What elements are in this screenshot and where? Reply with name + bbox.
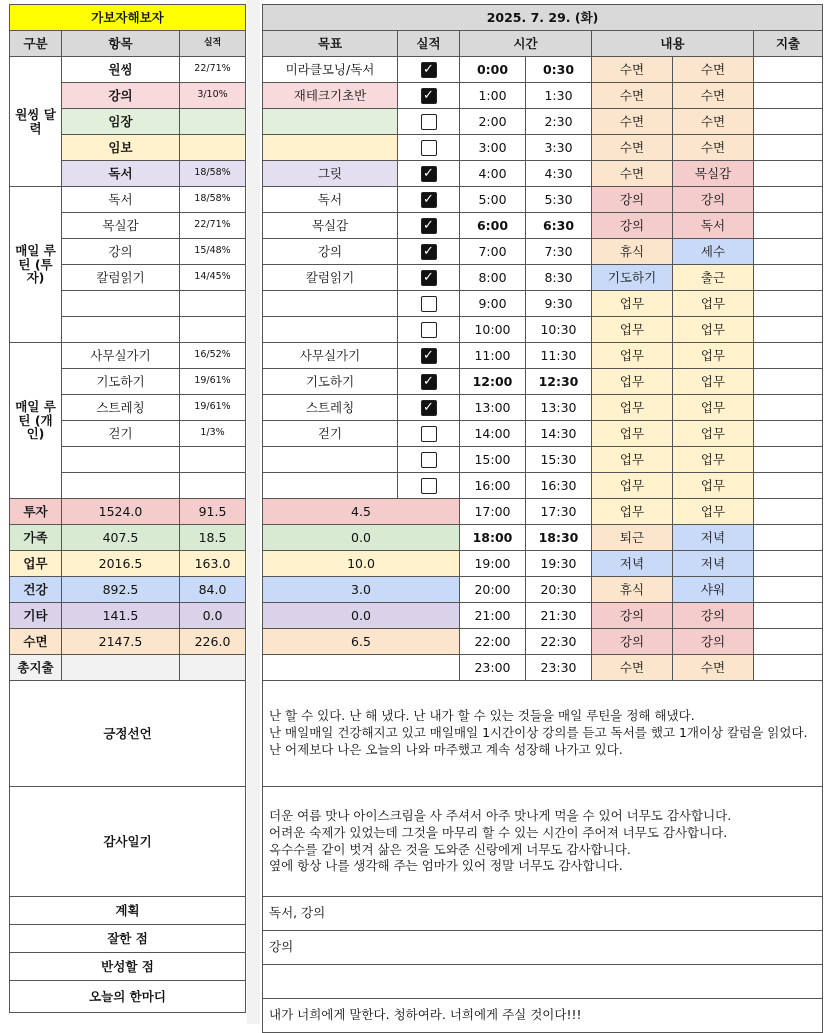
stat-cell[interactable]: 22/71%	[180, 57, 246, 83]
summary-total[interactable]: 892.5	[62, 577, 180, 603]
goal-cell[interactable]: 걷기	[263, 421, 398, 447]
activity-second-half[interactable]: 수면	[673, 135, 754, 161]
checkbox-unchecked[interactable]	[421, 140, 437, 156]
expense-cell[interactable]	[754, 551, 823, 577]
goal-cell[interactable]: 기도하기	[263, 369, 398, 395]
activity-first-half[interactable]: 기도하기	[592, 265, 673, 291]
time-start: 8:00	[460, 265, 526, 291]
activity-second-half[interactable]: 수면	[673, 109, 754, 135]
activity-first-half[interactable]: 업무	[592, 291, 673, 317]
time-end: 12:30	[526, 369, 592, 395]
time-start: 13:00	[460, 395, 526, 421]
summary-value[interactable]: 6.5	[263, 629, 460, 655]
time-end: 8:30	[526, 265, 592, 291]
summary-label: 수면	[10, 629, 62, 655]
stat-cell[interactable]: 18/58%	[180, 161, 246, 187]
expense-cell[interactable]	[754, 239, 823, 265]
item-cell[interactable]: 걷기	[62, 421, 180, 447]
expense-cell[interactable]	[754, 317, 823, 343]
item-cell[interactable]	[62, 473, 180, 499]
check-cell[interactable]	[398, 239, 460, 265]
activity-second-half[interactable]: 출근	[673, 265, 754, 291]
activity-second-half[interactable]: 목실감	[673, 161, 754, 187]
time-start: 23:00	[460, 655, 526, 681]
goal-cell[interactable]: 강의	[263, 239, 398, 265]
item-cell[interactable]: 강의	[62, 239, 180, 265]
time-start: 9:00	[460, 291, 526, 317]
summary-label: 건강	[10, 577, 62, 603]
activity-first-half[interactable]: 수면	[592, 135, 673, 161]
activity-second-half[interactable]: 저녁	[673, 551, 754, 577]
summary-value[interactable]: 4.5	[263, 499, 460, 525]
time-start: 15:00	[460, 447, 526, 473]
goal-cell[interactable]: 독서	[263, 187, 398, 213]
oneword-text[interactable]: 내가 너희에게 말한다. 청하여라. 너희에게 주실 것이다!!!	[263, 999, 823, 1033]
time-start: 5:00	[460, 187, 526, 213]
checkbox-checked[interactable]: ✓	[421, 374, 437, 390]
time-start: 19:00	[460, 551, 526, 577]
check-cell[interactable]	[398, 109, 460, 135]
right-panel	[262, 4, 823, 1033]
item-cell[interactable]	[62, 447, 180, 473]
activity-second-half[interactable]: 저녁	[673, 525, 754, 551]
checkbox-checked[interactable]: ✓	[421, 192, 437, 208]
plan-text[interactable]: 독서, 강의	[263, 897, 823, 931]
expense-cell[interactable]	[754, 57, 823, 83]
activity-second-half[interactable]: 업무	[673, 291, 754, 317]
time-start: 21:00	[460, 603, 526, 629]
expense-cell[interactable]	[754, 161, 823, 187]
activity-first-half[interactable]: 업무	[592, 499, 673, 525]
check-cell[interactable]	[398, 317, 460, 343]
affirmation-label: 긍정선언	[10, 681, 246, 787]
checkbox-checked[interactable]: ✓	[421, 400, 437, 416]
stat-cell[interactable]: 18/58%	[180, 187, 246, 213]
stat-cell[interactable]: 19/61%	[180, 395, 246, 421]
gratitude-label: 감사일기	[10, 787, 246, 897]
expense-cell[interactable]	[754, 525, 823, 551]
activity-first-half[interactable]: 업무	[592, 421, 673, 447]
summary-month[interactable]	[180, 655, 246, 681]
activity-first-half[interactable]: 강의	[592, 629, 673, 655]
expense-cell[interactable]	[754, 603, 823, 629]
summary-label: 가족	[10, 525, 62, 551]
expense-cell[interactable]	[754, 629, 823, 655]
summary-total[interactable]: 2147.5	[62, 629, 180, 655]
time-start: 4:00	[460, 161, 526, 187]
time-start: 20:00	[460, 577, 526, 603]
stat-cell[interactable]: 1/3%	[180, 421, 246, 447]
activity-first-half[interactable]: 수면	[592, 83, 673, 109]
check-cell[interactable]	[398, 291, 460, 317]
activity-first-half[interactable]: 수면	[592, 109, 673, 135]
stat-header: 실적	[180, 31, 246, 57]
time-end: 4:30	[526, 161, 592, 187]
check-cell[interactable]	[398, 369, 460, 395]
summary-total[interactable]: 1524.0	[62, 499, 180, 525]
check-cell[interactable]	[398, 83, 460, 109]
expense-cell[interactable]	[754, 473, 823, 499]
reflect-text[interactable]	[263, 965, 823, 999]
checkbox-checked[interactable]: ✓	[421, 218, 437, 234]
time-end: 23:30	[526, 655, 592, 681]
good-label: 잘한 점	[10, 925, 246, 953]
activity-second-half[interactable]: 업무	[673, 499, 754, 525]
stat-cell[interactable]: 3/10%	[180, 83, 246, 109]
summary-month[interactable]: 18.5	[180, 525, 246, 551]
goal-cell[interactable]	[263, 109, 398, 135]
time-start: 10:00	[460, 317, 526, 343]
expense-cell[interactable]	[754, 343, 823, 369]
reflect-label: 반성할 점	[10, 953, 246, 981]
time-start: 0:00	[460, 57, 526, 83]
activity-second-half[interactable]: 수면	[673, 655, 754, 681]
activity-first-half[interactable]: 강의	[592, 187, 673, 213]
goal-cell[interactable]	[263, 291, 398, 317]
check-header: 실적	[398, 31, 460, 57]
group-label: 매일 루틴 (개인)	[10, 343, 62, 499]
summary-value[interactable]: 3.0	[263, 577, 460, 603]
item-cell[interactable]: 스트레칭	[62, 395, 180, 421]
time-end: 3:30	[526, 135, 592, 161]
time-end: 22:30	[526, 629, 592, 655]
item-cell[interactable]: 임보	[62, 135, 180, 161]
checkbox-unchecked[interactable]	[421, 452, 437, 468]
time-header: 시간	[460, 31, 592, 57]
time-end: 1:30	[526, 83, 592, 109]
summary-value[interactable]: 0.0	[263, 525, 460, 551]
time-end: 13:30	[526, 395, 592, 421]
activity-second-half[interactable]: 세수	[673, 239, 754, 265]
expense-cell[interactable]	[754, 395, 823, 421]
time-start: 22:00	[460, 629, 526, 655]
time-end: 7:30	[526, 239, 592, 265]
checkbox-checked[interactable]: ✓	[421, 348, 437, 364]
item-cell[interactable]: 원씽	[62, 57, 180, 83]
stat-cell[interactable]	[180, 447, 246, 473]
activity-second-half[interactable]: 업무	[673, 447, 754, 473]
checkbox-unchecked[interactable]	[421, 322, 437, 338]
expense-cell[interactable]	[754, 499, 823, 525]
expense-cell[interactable]	[754, 213, 823, 239]
item-cell[interactable]: 독서	[62, 161, 180, 187]
stat-cell[interactable]	[180, 135, 246, 161]
activity-second-half[interactable]: 강의	[673, 603, 754, 629]
expense-cell[interactable]	[754, 83, 823, 109]
item-cell[interactable]	[62, 291, 180, 317]
activity-first-half[interactable]: 강의	[592, 603, 673, 629]
expense-cell[interactable]	[754, 135, 823, 161]
expense-cell[interactable]	[754, 187, 823, 213]
plan-label: 계획	[10, 897, 246, 925]
gratitude-text[interactable]: 더운 여름 맛나 아이스크림을 사 주셔서 아주 맛나게 먹을 수 있어 너무도 감사합니다. 어려운 숙제가 있었는데 그것을 마무리 할 수 있는 시간이 주어져 너무도 감사합니다. 옥수수를 같이 벗겨 삶은 것을 도와준 신랑에게 너무도 감사합니다. 옆에 항상 나를 생각해 주는 엄마가 있어 정말 너무도 감사합니다.	[263, 787, 823, 897]
item-cell[interactable]: 독서	[62, 187, 180, 213]
goal-header: 목표	[263, 31, 398, 57]
time-start: 1:00	[460, 83, 526, 109]
summary-total[interactable]: 407.5	[62, 525, 180, 551]
check-cell[interactable]	[398, 421, 460, 447]
activity-second-half[interactable]: 강의	[673, 187, 754, 213]
expense-cell[interactable]	[754, 421, 823, 447]
activity-first-half[interactable]: 업무	[592, 343, 673, 369]
summary-month[interactable]: 84.0	[180, 577, 246, 603]
checkbox-checked[interactable]: ✓	[421, 88, 437, 104]
activity-second-half[interactable]: 업무	[673, 317, 754, 343]
goal-cell[interactable]	[263, 473, 398, 499]
item-cell[interactable]: 강의	[62, 83, 180, 109]
time-end: 17:30	[526, 499, 592, 525]
affirmation-text[interactable]: 난 할 수 있다. 난 해 냈다. 난 내가 할 수 있는 것들을 매일 루틴을 정해 해냈다. 난 매일매일 건강해지고 있고 매일매일 1시간이상 강의를 듣고 독서를 했고 1개이상 칼럼을 읽었다. 난 어제보다 나은 오늘의 나와 마주했고 계속 성장해 나가고 있다.	[263, 681, 823, 787]
check-cell[interactable]	[398, 395, 460, 421]
goal-cell[interactable]: 그릿	[263, 161, 398, 187]
activity-first-half[interactable]: 업무	[592, 447, 673, 473]
stat-cell[interactable]: 22/71%	[180, 213, 246, 239]
time-end: 21:30	[526, 603, 592, 629]
group-label: 원씽 달력	[10, 57, 62, 187]
time-start: 11:00	[460, 343, 526, 369]
activity-first-half[interactable]: 휴식	[592, 577, 673, 603]
expense-header: 지출	[754, 31, 823, 57]
activity-first-half[interactable]: 수면	[592, 57, 673, 83]
summary-label: 업무	[10, 551, 62, 577]
item-cell[interactable]	[62, 317, 180, 343]
checkbox-checked[interactable]: ✓	[421, 270, 437, 286]
activity-first-half[interactable]: 휴식	[592, 239, 673, 265]
expense-cell[interactable]	[754, 577, 823, 603]
activity-first-half[interactable]: 퇴근	[592, 525, 673, 551]
summary-total[interactable]	[62, 655, 180, 681]
checkbox-unchecked[interactable]	[421, 478, 437, 494]
time-end: 5:30	[526, 187, 592, 213]
item-cell[interactable]: 목실감	[62, 213, 180, 239]
time-start: 6:00	[460, 213, 526, 239]
summary-month[interactable]: 91.5	[180, 499, 246, 525]
time-start: 12:00	[460, 369, 526, 395]
summary-month[interactable]: 163.0	[180, 551, 246, 577]
time-end: 19:30	[526, 551, 592, 577]
time-start: 18:00	[460, 525, 526, 551]
stat-cell[interactable]	[180, 317, 246, 343]
checkbox-unchecked[interactable]	[421, 426, 437, 442]
time-end: 20:30	[526, 577, 592, 603]
summary-month[interactable]: 226.0	[180, 629, 246, 655]
time-start: 3:00	[460, 135, 526, 161]
activity-first-half[interactable]: 강의	[592, 213, 673, 239]
check-cell[interactable]	[398, 473, 460, 499]
time-end: 11:30	[526, 343, 592, 369]
stat-cell[interactable]: 14/45%	[180, 265, 246, 291]
goal-cell[interactable]: 목실감	[263, 213, 398, 239]
time-end: 6:30	[526, 213, 592, 239]
goal-cell[interactable]: 미라클모닝/독서	[263, 57, 398, 83]
category-header: 구분	[10, 31, 62, 57]
activity-first-half[interactable]: 수면	[592, 655, 673, 681]
item-cell[interactable]: 기도하기	[62, 369, 180, 395]
activity-second-half[interactable]: 독서	[673, 213, 754, 239]
expense-cell[interactable]	[754, 109, 823, 135]
check-cell[interactable]	[398, 343, 460, 369]
check-cell[interactable]	[398, 265, 460, 291]
activity-second-half[interactable]: 강의	[673, 629, 754, 655]
time-end: 9:30	[526, 291, 592, 317]
stat-cell[interactable]: 15/48%	[180, 239, 246, 265]
time-end: 14:30	[526, 421, 592, 447]
summary-label: 기타	[10, 603, 62, 629]
time-end: 10:30	[526, 317, 592, 343]
summary-value[interactable]: 0.0	[263, 603, 460, 629]
item-cell[interactable]: 사무실가기	[62, 343, 180, 369]
check-cell[interactable]	[398, 161, 460, 187]
expense-cell[interactable]	[754, 655, 823, 681]
time-end: 2:30	[526, 109, 592, 135]
goal-cell[interactable]: 사무실가기	[263, 343, 398, 369]
expense-cell[interactable]	[754, 291, 823, 317]
activity-first-half[interactable]: 업무	[592, 473, 673, 499]
stat-cell[interactable]	[180, 473, 246, 499]
stat-cell[interactable]	[180, 291, 246, 317]
goal-cell[interactable]: 칼럼읽기	[263, 265, 398, 291]
checkbox-unchecked[interactable]	[421, 114, 437, 130]
activity-second-half[interactable]: 업무	[673, 473, 754, 499]
summary-label: 투자	[10, 499, 62, 525]
time-start: 7:00	[460, 239, 526, 265]
check-cell[interactable]	[398, 447, 460, 473]
goal-cell[interactable]	[263, 447, 398, 473]
goal-cell[interactable]: 스트레칭	[263, 395, 398, 421]
goal-cell[interactable]	[263, 135, 398, 161]
activity-first-half[interactable]: 수면	[592, 161, 673, 187]
checkbox-checked[interactable]: ✓	[421, 62, 437, 78]
oneword-label: 오늘의 한마디	[10, 981, 246, 1013]
item-cell[interactable]: 임장	[62, 109, 180, 135]
goal-cell[interactable]: 재테크기초반	[263, 83, 398, 109]
check-cell[interactable]	[398, 135, 460, 161]
time-start: 14:00	[460, 421, 526, 447]
left-panel	[9, 4, 246, 1013]
summary-total[interactable]: 141.5	[62, 603, 180, 629]
time-start: 2:00	[460, 109, 526, 135]
expense-cell[interactable]	[754, 447, 823, 473]
activity-second-half[interactable]: 수면	[673, 83, 754, 109]
activity-second-half[interactable]: 샤워	[673, 577, 754, 603]
stat-cell[interactable]	[180, 109, 246, 135]
date-title: 2025. 7. 29. (화)	[263, 5, 823, 31]
time-end: 18:30	[526, 525, 592, 551]
item-cell[interactable]: 칼럼읽기	[62, 265, 180, 291]
activity-second-half[interactable]: 수면	[673, 57, 754, 83]
check-cell[interactable]	[398, 213, 460, 239]
summary-total[interactable]: 2016.5	[62, 551, 180, 577]
sheet-gap	[247, 0, 260, 1024]
summary-month[interactable]: 0.0	[180, 603, 246, 629]
stat-cell[interactable]: 19/61%	[180, 369, 246, 395]
expense-cell[interactable]	[754, 265, 823, 291]
check-cell[interactable]	[398, 187, 460, 213]
time-end: 16:30	[526, 473, 592, 499]
goal-cell[interactable]	[263, 317, 398, 343]
expense-cell[interactable]	[754, 369, 823, 395]
time-start: 17:00	[460, 499, 526, 525]
activity-second-half[interactable]: 업무	[673, 395, 754, 421]
activity-first-half[interactable]: 업무	[592, 395, 673, 421]
time-end: 15:30	[526, 447, 592, 473]
good-text[interactable]: 강의	[263, 931, 823, 965]
left-title: 가보자해보자	[10, 5, 246, 31]
activity-first-half[interactable]: 저녁	[592, 551, 673, 577]
activity-second-half[interactable]: 업무	[673, 421, 754, 447]
activity-second-half[interactable]: 업무	[673, 369, 754, 395]
stat-cell[interactable]: 16/52%	[180, 343, 246, 369]
activity-second-half[interactable]: 업무	[673, 343, 754, 369]
activity-first-half[interactable]: 업무	[592, 369, 673, 395]
activity-first-half[interactable]: 업무	[592, 317, 673, 343]
time-end: 0:30	[526, 57, 592, 83]
checkbox-checked[interactable]: ✓	[421, 244, 437, 260]
checkbox-unchecked[interactable]	[421, 296, 437, 312]
summary-value[interactable]: 10.0	[263, 551, 460, 577]
time-start: 16:00	[460, 473, 526, 499]
summary-label: 총지출	[10, 655, 62, 681]
checkbox-checked[interactable]: ✓	[421, 166, 437, 182]
item-header: 항목	[62, 31, 180, 57]
summary-value[interactable]	[263, 655, 460, 681]
group-label: 매일 루틴 (투자)	[10, 187, 62, 343]
check-cell[interactable]	[398, 57, 460, 83]
content-header: 내용	[592, 31, 754, 57]
